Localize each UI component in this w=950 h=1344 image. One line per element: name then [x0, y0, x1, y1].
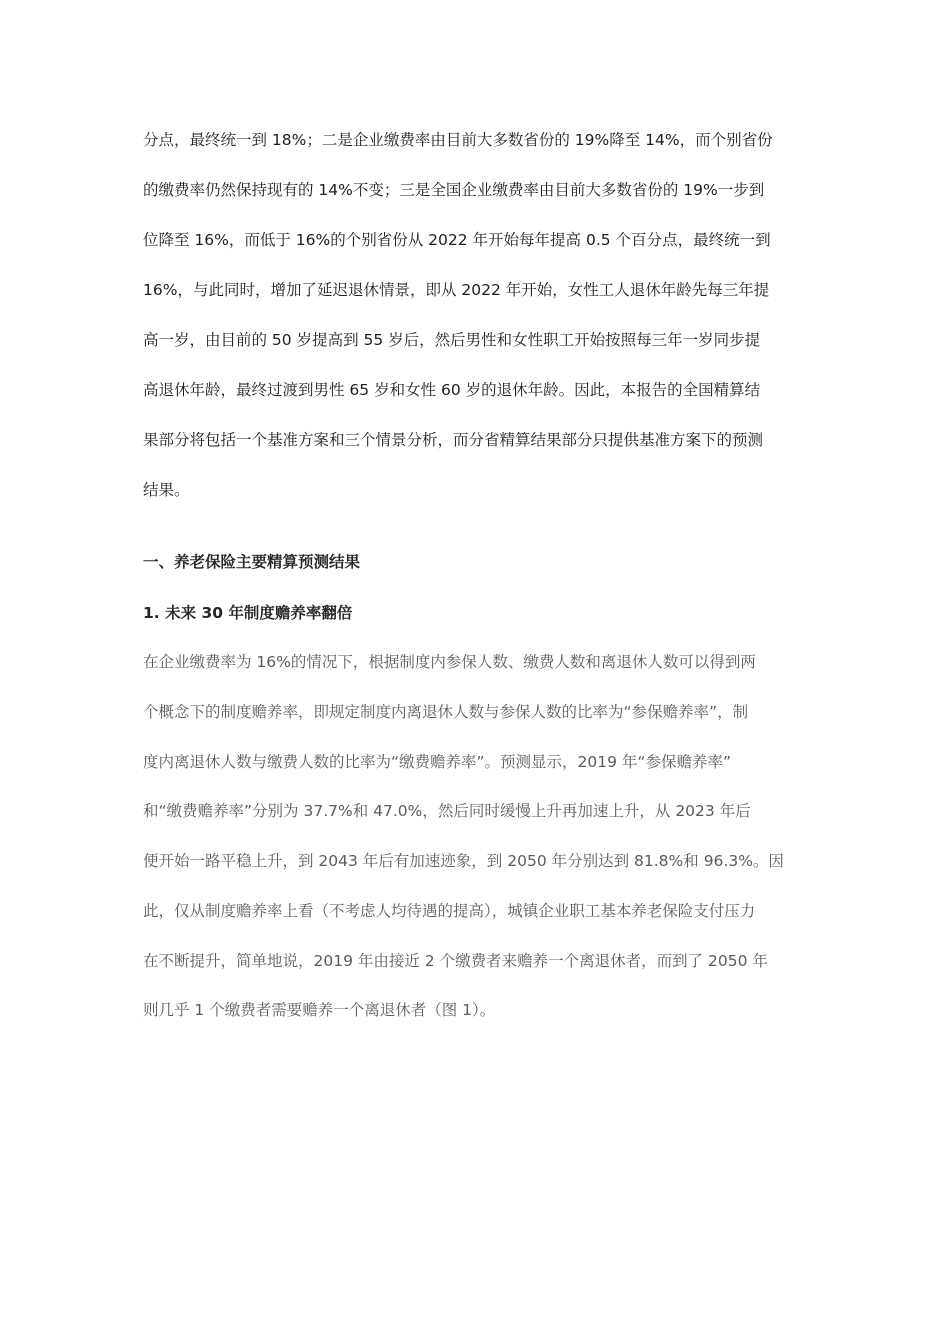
paragraph1-line: 结果。	[143, 481, 190, 499]
paragraph2-line: 度内离退休人数与缴费人数的比率为“缴费赡养率”。预测显示，2019 年“参保赡养率”	[143, 753, 731, 771]
paragraph2-line: 和“缴费赡养率”分别为 37.7%和 47.0%，然后同时缓慢上升再加速上升，从 2023 年后	[143, 802, 751, 820]
paragraph1-line: 位降至 16%，而低于 16%的个别省份从 2022 年开始每年提高 0.5 个百分点，最终统一到	[143, 231, 771, 249]
paragraph1-line: 的缴费率仍然保持现有的 14%不变；三是全国企业缴费率由目前大多数省份的 19%一步到	[143, 181, 765, 199]
paragraph2-line: 则几乎 1 个缴费者需要赡养一个离退休者（图 1）。	[143, 1001, 496, 1019]
paragraph2-line: 在企业缴费率为 16%的情况下，根据制度内参保人数、缴费人数和离退休人数可以得到两	[143, 653, 756, 671]
paragraph1-line: 高退休年龄，最终过渡到男性 65 岁和女性 60 岁的退休年龄。因此，本报告的全国精算结	[143, 381, 761, 399]
paragraph2-line: 在不断提升，简单地说，2019 年由接近 2 个缴费者来赡养一个离退休者，而到了 2050 年	[143, 952, 768, 970]
paragraph2-line: 便开始一路平稳上升，到 2043 年后有加速迹象，到 2050 年分别达到 81.8%和 96.3%。因	[143, 852, 784, 870]
paragraph2-line: 此，仅从制度赡养率上看（不考虑人均待遇的提高），城镇企业职工基本养老保险支付压力	[143, 902, 756, 920]
paragraph1-line: 16%，与此同时，增加了延迟退休情景，即从 2022 年开始，女性工人退休年龄先每三年提	[143, 281, 770, 299]
paragraph1-line: 分点，最终统一到 18%；二是企业缴费率由目前大多数省份的 19%降至 14%，而个别省份	[143, 131, 773, 149]
subsection-heading: 1. 未来 30 年制度赡养率翻倍	[143, 604, 353, 622]
paragraph1-line: 果部分将包括一个基准方案和三个情景分析，而分省精算结果部分只提供基准方案下的预测	[143, 431, 764, 449]
paragraph2-line: 个概念下的制度赡养率，即规定制度内离退休人数与参保人数的比率为“参保赡养率”，制	[143, 703, 749, 721]
paragraph1-line: 高一岁，由目前的 50 岁提高到 55 岁后，然后男性和女性职工开始按照每三年一岁同步提	[143, 331, 761, 349]
section-heading: 一、养老保险主要精算预测结果	[143, 553, 361, 571]
